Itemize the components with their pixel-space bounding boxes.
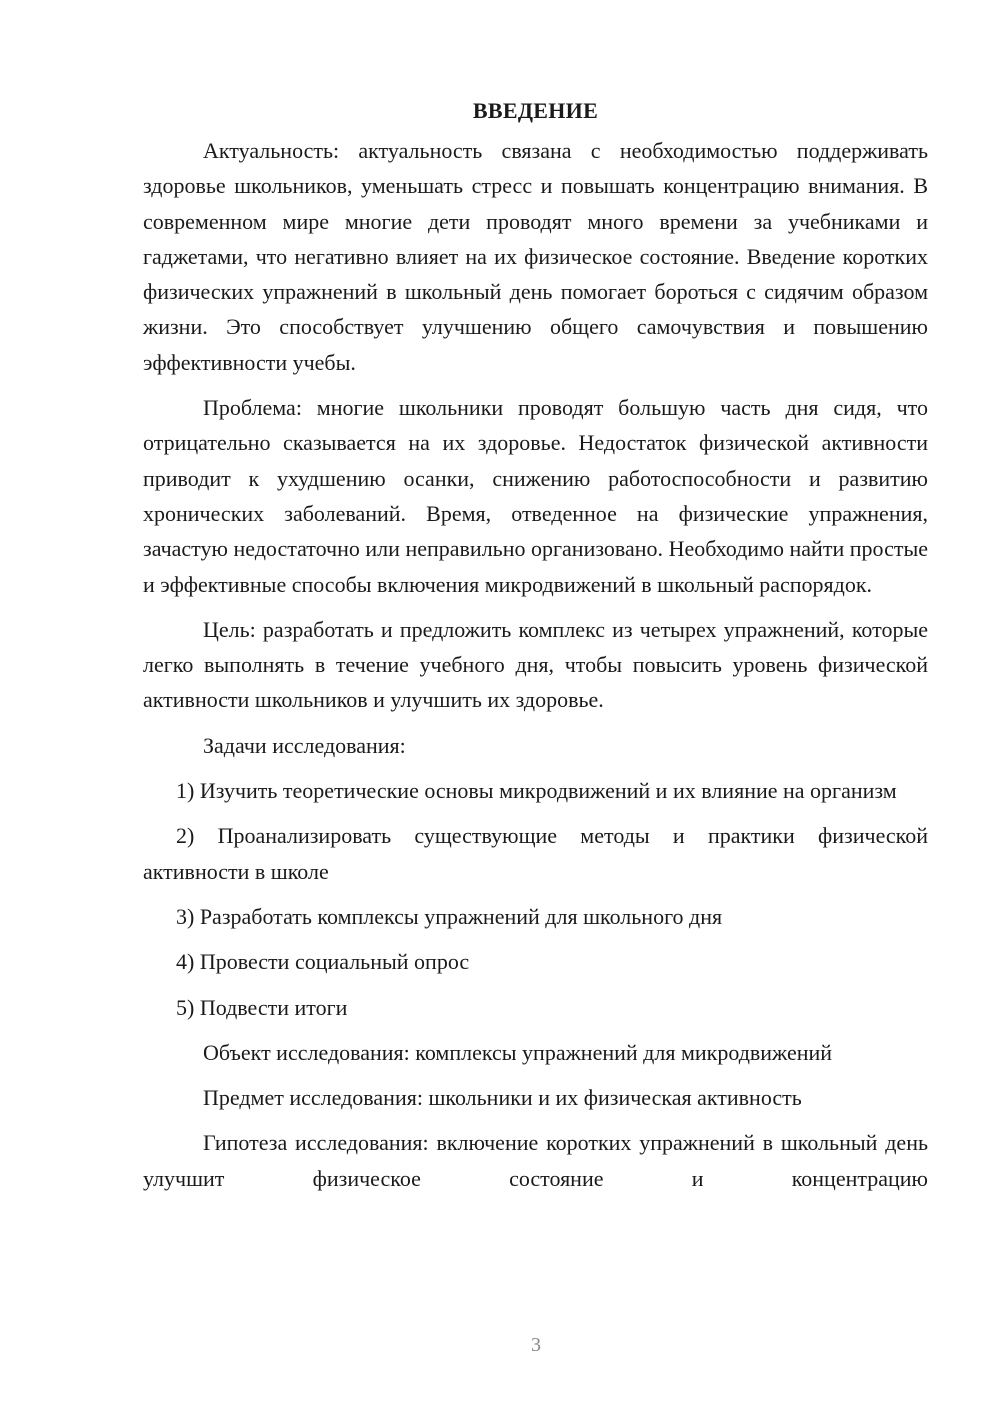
task-item-5: 5) Подвести итоги — [176, 994, 348, 1020]
object-paragraph: Объект исследования: комплексы упражнений для микродвижений — [203, 1039, 833, 1065]
task-item-3: 3) Разработать комплексы упражнений для школьного дня — [176, 903, 723, 929]
task-item-4: 4) Провести социальный опрос — [176, 949, 470, 975]
problem-paragraph: Проблема: многие школьники проводят большую часть дня сидя, что отрицательно сказывается на их здоровье. Недостаток физической активности приводит к ухудшению осанки, снижению работоспособности и развитию хронических заболеваний. Время, отведенное на физические упражнения, зачастую недостаточно или неправильно организовано. Необходимо найти простые и эффективные способы включения микродвижений в школьный распорядок. — [143, 395, 928, 597]
task-item-1: 1) Изучить теоретические основы микродвижений и их влияние на организм — [176, 778, 897, 804]
task-item-2: 2) Проанализировать существующие методы и практики физической активности в школе — [143, 823, 928, 884]
tasks-heading: Задачи исследования: — [203, 732, 406, 758]
hypothesis-paragraph: Гипотеза исследования: включение коротких упражнений в школьный день улучшит физическое состояние и концентрацию — [143, 1130, 928, 1191]
goal-paragraph: Цель: разработать и предложить комплекс из четырех упражнений, которые легко выполнять в течение учебного дня, чтобы повысить уровень физической активности школьников и улучшить их здоровье. — [143, 616, 928, 713]
relevance-paragraph: Актуальность: актуальность связана с необходимостью поддерживать здоровье школьников, уменьшать стресс и повышать концентрацию внимания. В современном мире многие дети проводят много времени за учебниками и гаджетами, что негативно влияет на их физическое состояние. Введение коротких физических упражнений в школьный день помогает бороться с сидячим образом жизни. Это способствует улучшению общего самочувствия и повышению эффективности учебы. — [143, 138, 928, 375]
section-title: ВВЕДЕНИЕ — [472, 98, 599, 123]
subject-paragraph: Предмет исследования: школьники и их физическая активность — [203, 1085, 802, 1111]
page-number: 3 — [531, 1334, 541, 1356]
page-content — [143, 96, 928, 1196]
